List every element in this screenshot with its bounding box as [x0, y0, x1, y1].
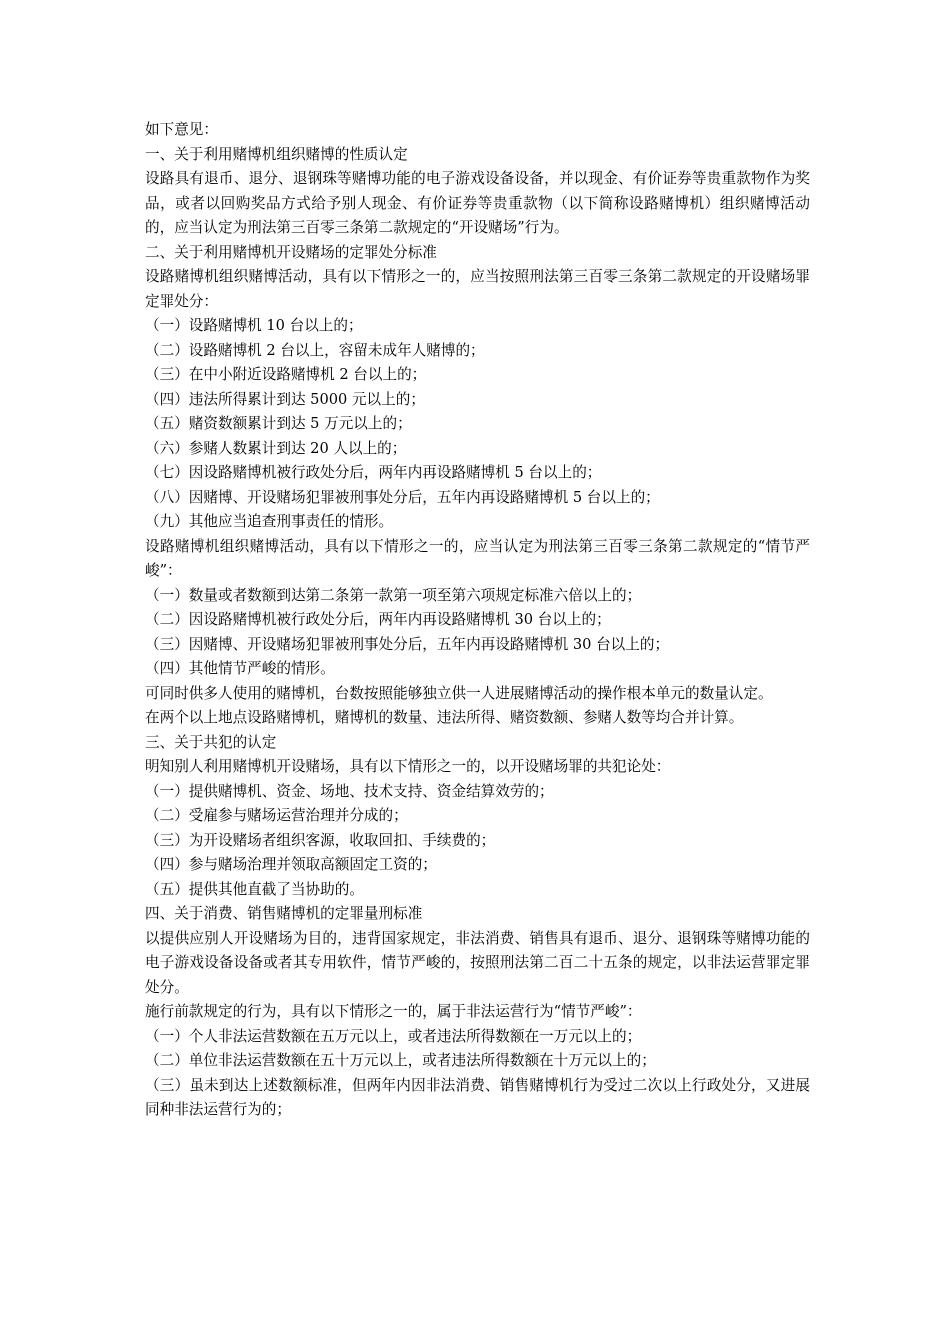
section-heading-1: 一、关于利用赌博机组织赌博的性质认定 [145, 145, 408, 163]
section-heading-2: 二、关于利用赌博机开设赌场的定罪处分标准 [145, 243, 437, 261]
list-item: （四）违法所得累计到达 5000 元以上的； [145, 390, 425, 408]
list-item: （二）因设路赌博机被行政处分后，两年内再设路赌博机 30 台以上的； [145, 611, 611, 628]
list-item: （一）个人非法运营数额在五万元以上，或者违法所得数额在一万元以上的； [145, 1027, 642, 1045]
section-heading-4: 四、关于消费、销售赌博机的定罪量刑标准 [145, 905, 423, 922]
list-item: （五）赌资数额累计到达 5 万元以上的； [145, 415, 412, 432]
paragraph: 设路具有退币、退分、退钢珠等赌博功能的电子游戏设备设备，并以现金、有价证券等贵重款物作为奖品，或者以回购奖品方式给予别人现金、有价证券等贵重款物（以下简称设路赌博机）组织赌博活动的，应当认定为刑法第三百零三条第二款规定的“开设赌场”行为。 [145, 170, 810, 236]
paragraph: 明知别人利用赌博机开设赌场，具有以下情形之一的，以开设赌场罪的共犯论处： [145, 758, 671, 775]
list-item: （三）虽未到达上述数额标准，但两年内因非法消费、销售赌博机行为受过二次以上行政处分，又进展同种非法运营行为的； [145, 1076, 810, 1118]
list-item: （三）为开设赌场者组织客源，收取回扣、手续费的； [145, 831, 496, 849]
paragraph: 在两个以上地点设路赌博机，赌博机的数量、违法所得、赌资数额、参赌人数等均合并计算。 [145, 709, 744, 726]
paragraph: 施行前款规定的行为，具有以下情形之一的，属于非法运营行为“情节严峻”： [145, 1003, 642, 1020]
list-item: （三）在中小附近设路赌博机 2 台以上的； [145, 366, 427, 383]
list-item: （四）参与赌场治理并领取高额固定工资的； [145, 856, 437, 873]
list-item: （九）其他应当追查刑事责任的情形。 [145, 513, 394, 530]
paragraph: 设路赌博机组织赌博活动，具有以下情形之一的，应当认定为刑法第三百零三条第二款规定的“情节严峻”： [145, 537, 810, 579]
list-item: （三）因赌博、开设赌场犯罪被刑事处分后，五年内再设路赌博机 30 台以上的； [145, 635, 670, 653]
paragraph: 设路赌博机组织赌博活动，具有以下情形之一的，应当按照刑法第三百零三条第二款规定的开设赌场罪定罪处分： [145, 268, 810, 310]
document-body [145, 118, 810, 1123]
list-item: （七）因设路赌博机被行政处分后，两年内再设路赌博机 5 台以上的； [145, 464, 602, 481]
paragraph: 可同时供多人使用的赌博机，台数按照能够独立供一人进展赌博活动的操作根本单元的数量认定。 [145, 684, 773, 702]
list-item: （二）单位非法运营数额在五十万元以上，或者违法所得数额在十万元以上的； [145, 1052, 656, 1069]
paragraph: 以提供应别人开设赌场为目的，违背国家规定，非法消费、销售具有退币、退分、退钢珠等赌博功能的电子游戏设备设备或者其专用软件，情节严峻的，按照刑法第二百二十五条的规定，以非法运营罪定罪处分。 [145, 929, 810, 996]
list-item: （六）参赌人数累计到达 20 人以上的； [145, 439, 407, 457]
list-item: （一）提供赌博机、资金、场地、技术支持、资金结算效劳的； [145, 782, 554, 800]
list-item: （二）受雇参与赌场运营治理并分成的； [145, 807, 408, 824]
paragraph-intro: 如下意见： [145, 121, 218, 138]
list-item: （一）设路赌博机 10 台以上的； [145, 317, 363, 334]
list-item: （八）因赌博、开设赌场犯罪被刑事处分后，五年内再设路赌博机 5 台以上的； [145, 488, 660, 506]
section-heading-3: 三、关于共犯的认定 [145, 733, 277, 751]
list-item: （五）提供其他直截了当协助的。 [145, 880, 364, 898]
list-item: （四）其他情节严峻的情形。 [145, 660, 335, 677]
list-item: （二）设路赌博机 2 台以上，容留未成年人赌博的； [145, 341, 485, 359]
list-item: （一）数量或者数额到达第二条第一款第一项至第六项规定标准六倍以上的； [145, 586, 642, 604]
